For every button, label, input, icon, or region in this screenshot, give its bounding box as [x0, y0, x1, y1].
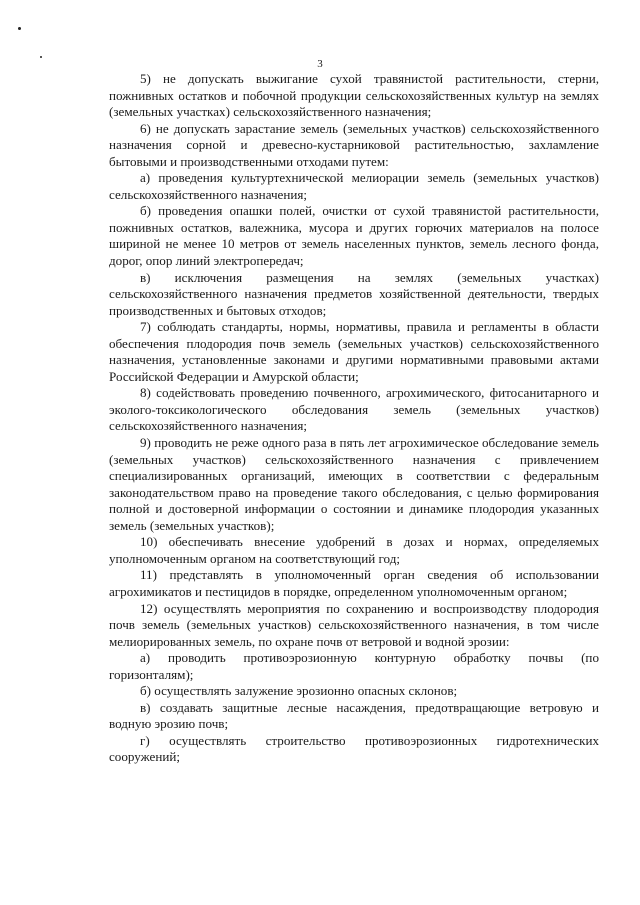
paragraph-item-9: 9) проводить не реже одного раза в пять лет агрохимическое обследование земель (земельных участков) сельскохозяйственного назначения с привлечением специализированных организаций, имеющих в соответствии с федеральным законодательством право на проведение такого обследования, с целью формирования полной и достоверной информации о состоянии и динамике плодородия указанных земель (земельных участков); — [109, 435, 599, 533]
paragraph-subitem-6a: а) проведения культуртехнической мелиорации земель (земельных участков) сельскохозяйственного назначения; — [109, 170, 599, 202]
paragraph-item-5: 5) не допускать выжигание сухой травянистой растительности, стерни, пожнивных остатков и побочной продукции сельскохозяйственных культур на землях (земельных участках) сельскохозяйственного назначения; — [109, 71, 599, 120]
page-number: 3 — [317, 58, 323, 70]
paragraph-item-12: 12) осуществлять мероприятия по сохранению и воспроизводству плодородия почв земель (земельных участков) сельскохозяйственного назначения, в том числе мелиорированных земель, по охране почв от ветровой и водной эрозии: — [109, 600, 599, 649]
paragraph-subitem-12b: б) осуществлять залужение эрозионно опасных склонов; — [140, 683, 458, 699]
document-body — [109, 71, 599, 766]
paragraph-item-8: 8) содействовать проведению почвенного, агрохимического, фитосанитарного и эколого-токсикологического обследования земель (земельных участков) сельскохозяйственного назначения; — [109, 385, 599, 434]
paragraph-item-6: 6) не допускать зарастание земель (земельных участков) сельскохозяйственного назначения сорной и древесно-кустарниковой растительностью, захламление бытовыми и производственными отходами путем: — [109, 120, 599, 169]
paragraph-item-11: 11) представлять в уполномоченный орган сведения об использовании агрохимикатов и пестицидов в порядке, определенном уполномоченным органом; — [109, 567, 599, 599]
paragraph-subitem-12v: в) создавать защитные лесные насаждения, предотвращающие ветровую и водную эрозию почв; — [109, 699, 599, 732]
paragraph-item-10: 10) обеспечивать внесение удобрений в дозах и нормах, определяемых уполномоченным органом на соответствующий год; — [109, 534, 599, 566]
paragraph-item-7: 7) соблюдать стандарты, нормы, нормативы, правила и регламенты в области обеспечения плодородия почв земель (земельных участков) сельскохозяйственного назначения, установленные законами и другими нормативными правовыми актами Российской Федерации и Амурской области; — [109, 319, 599, 384]
paragraph-subitem-6b: б) проведения опашки полей, очистки от сухой травянистой растительности, пожнивных остатков, валежника, мусора и других горючих материалов на полосе шириной не менее 10 метров от земель населенных пунктов, земель лесного фонда, дорог, опор линий электропередач; — [109, 203, 599, 269]
paragraph-subitem-12a: а) проводить противоэрозионную контурную обработку почвы (по горизонталям); — [109, 650, 599, 682]
scan-speck-left — [18, 27, 21, 30]
paragraph-subitem-6v: в) исключения размещения на землях (земельных участках) сельскохозяйственного назначения предметов хозяйственной деятельности, твердых производственных и бытовых отходов; — [109, 269, 599, 318]
paragraph-subitem-12g: г) осуществлять строительство противоэрозионных гидротехнических сооружений; — [109, 732, 599, 765]
